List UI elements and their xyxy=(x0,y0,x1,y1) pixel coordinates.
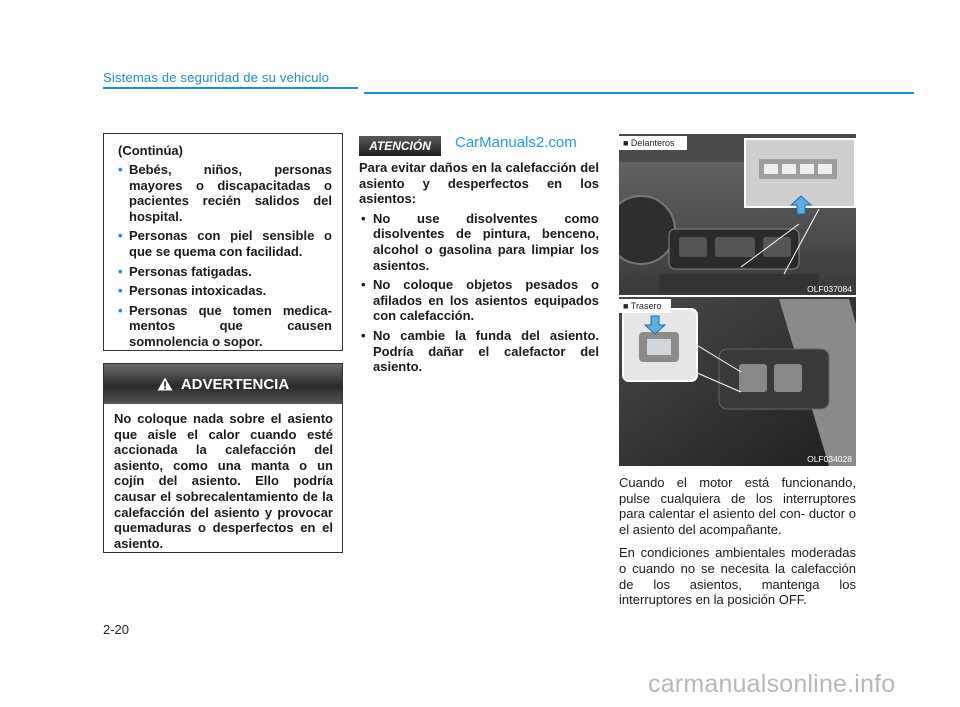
figure-label-front: ■ Delanteros xyxy=(623,138,675,148)
bullet-icon: • xyxy=(118,263,123,279)
figure-illustration xyxy=(619,134,856,466)
caution-label: ATENCIÓN xyxy=(359,136,441,156)
warning-text: No coloque nada sobre el asiento que aisle el calor cuando esté accionada la calefacción del asiento, como una manta o un cojín del asiento. Ello podría causar el sobrecalentamiento de la calefacción del asiento y provocar quemaduras o desperfectos en el asiento. xyxy=(114,411,333,551)
caution-intro: Para evitar daños en la calefacción del asiento y desperfectos en los asientos: xyxy=(359,160,599,207)
bullet-icon: • xyxy=(118,283,123,299)
page-number: 2-20 xyxy=(103,622,130,637)
continue-box-title: (Continúa) xyxy=(118,143,183,158)
caution-text xyxy=(359,160,599,379)
warning-header xyxy=(104,364,342,404)
bullet-icon: • xyxy=(361,277,366,293)
warning-triangle-icon xyxy=(157,377,173,391)
list-item: • Personas con piel sensible o que se quema con facilidad. xyxy=(118,228,332,259)
header-rule-left xyxy=(103,87,358,89)
list-item: • Personas que tomen medica- mentos que causen somnolencia o sopor. xyxy=(118,302,332,349)
section-title: Sistemas de seguridad de su vehiculo xyxy=(103,70,330,85)
body-paragraph-1: Cuando el motor está funcionando, pulse cualquiera de los interruptores para calentar el asiento del con- ductor o el asiento del acompañante. xyxy=(619,475,856,537)
seat-heater-figure xyxy=(619,134,856,466)
bullet-icon: • xyxy=(361,210,366,226)
list-item: • Bebés, niños, personas mayores o discapacitadas o pacientes recién salidos del hospital. xyxy=(118,162,332,224)
warning-box xyxy=(103,363,343,553)
bullet-icon: • xyxy=(118,302,123,318)
body-paragraph-2: En condiciones ambientales moderadas o cuando no se necesita la calefacción de los asientos, mantenga los interruptores en la posición OFF. xyxy=(619,545,856,608)
list-item: • No coloque objetos pesados o afilados en los asientos equipados con calefacción. xyxy=(361,277,599,324)
figure-code-rear: OLF034028 xyxy=(807,454,852,464)
warning-heading: ADVERTENCIA xyxy=(180,375,290,393)
list-item: • Personas intoxicadas. xyxy=(118,283,267,299)
continue-list xyxy=(118,162,332,350)
watermark-bottom[interactable]: carmanualsonline.info xyxy=(648,670,896,698)
body-text xyxy=(619,475,856,616)
bullet-icon: • xyxy=(118,228,123,244)
header-rule-right xyxy=(364,92,914,94)
watermark-top[interactable]: CarManuals2.com xyxy=(455,134,577,151)
figure-code-front: OLF037084 xyxy=(807,284,852,294)
caution-list xyxy=(359,211,599,375)
list-item: • Personas fatigadas. xyxy=(118,263,252,279)
figure-label-rear: ■ Trasero xyxy=(623,301,662,311)
list-item: • No cambie la funda del asiento. Podría dañar el calefactor del asiento. xyxy=(361,327,599,375)
continue-box xyxy=(103,133,343,351)
bullet-icon: • xyxy=(361,327,366,343)
list-item: • No use disolventes como disolventes de pintura, benceno, alcohol o gasolina para limpiar los asientos. xyxy=(361,210,599,273)
bullet-icon: • xyxy=(118,162,123,177)
